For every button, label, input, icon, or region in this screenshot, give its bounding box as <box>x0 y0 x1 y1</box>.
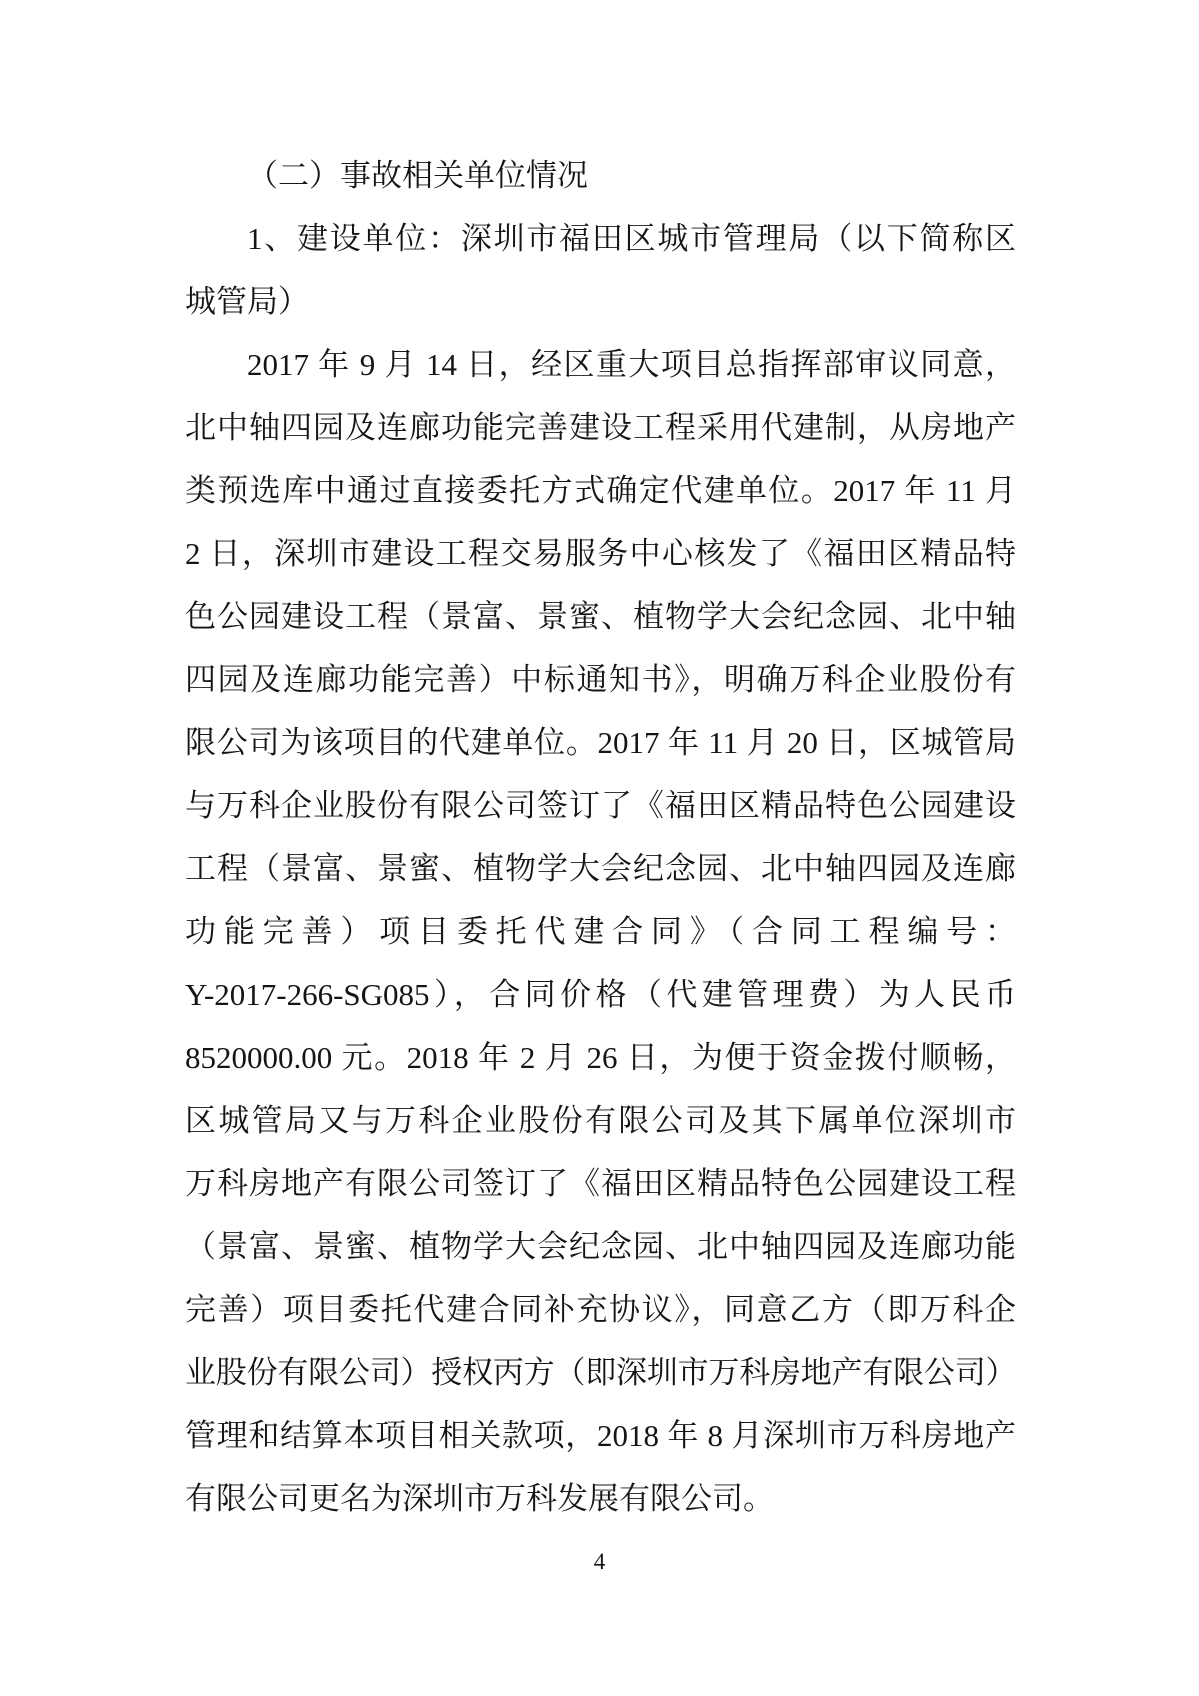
paragraph-line: 限公司为该项目的代建单位。2017 年 11 月 20 日，区城管局 <box>185 725 1016 760</box>
paragraph-line: 有限公司更名为深圳市万科发展有限公司。 <box>185 1481 774 1516</box>
paragraph-line: 1、建设单位：深圳市福田区城市管理局（以下简称区 <box>247 221 1016 256</box>
paragraph-line: 工程（景富、景蜜、植物学大会纪念园、北中轴四园及连廊 <box>185 851 1016 886</box>
paragraph-line: 2017 年 9 月 14 日，经区重大项目总指挥部审议同意， <box>247 347 1016 382</box>
paragraph-line: 区城管局又与万科企业股份有限公司及其下属单位深圳市 <box>185 1103 1016 1138</box>
paragraph-line: 完善）项目委托代建合同补充协议》，同意乙方（即万科企 <box>185 1292 1016 1327</box>
section-heading: （二）事故相关单位情况 <box>247 158 588 193</box>
paragraph-line: 管理和结算本项目相关款项，2018 年 8 月深圳市万科房地产 <box>185 1418 1016 1453</box>
paragraph-line: 功能完善）项目委托代建合同》（合同工程编号： <box>185 914 1016 949</box>
paragraph-line: Y-2017-266-SG085），合同价格（代建管理费）为人民币 <box>185 977 1016 1012</box>
paragraph-line: 业股份有限公司）授权丙方（即深圳市万科房地产有限公司） <box>185 1355 1016 1390</box>
page-number: 4 <box>593 1549 606 1574</box>
paragraph-line: 万科房地产有限公司签订了《福田区精品特色公园建设工程 <box>185 1166 1016 1201</box>
paragraph-line: 四园及连廊功能完善）中标通知书》，明确万科企业股份有 <box>185 662 1016 697</box>
paragraph-line: 2 日，深圳市建设工程交易服务中心核发了《福田区精品特 <box>185 536 1016 571</box>
paragraph-line: 类预选库中通过直接委托方式确定代建单位。2017 年 11 月 <box>185 473 1016 508</box>
paragraph-line: （景富、景蜜、植物学大会纪念园、北中轴四园及连廊功能 <box>185 1229 1016 1264</box>
document-body <box>185 144 1016 1530</box>
paragraph-line: 色公园建设工程（景富、景蜜、植物学大会纪念园、北中轴 <box>185 599 1016 634</box>
paragraph-line: 与万科企业股份有限公司签订了《福田区精品特色公园建设 <box>185 788 1016 823</box>
paragraph-line: 北中轴四园及连廊功能完善建设工程采用代建制，从房地产 <box>185 410 1016 445</box>
paragraph-line: 8520000.00 元。2018 年 2 月 26 日，为便于资金拨付顺畅， <box>185 1040 1016 1075</box>
paragraph-line: 城管局） <box>185 284 309 319</box>
